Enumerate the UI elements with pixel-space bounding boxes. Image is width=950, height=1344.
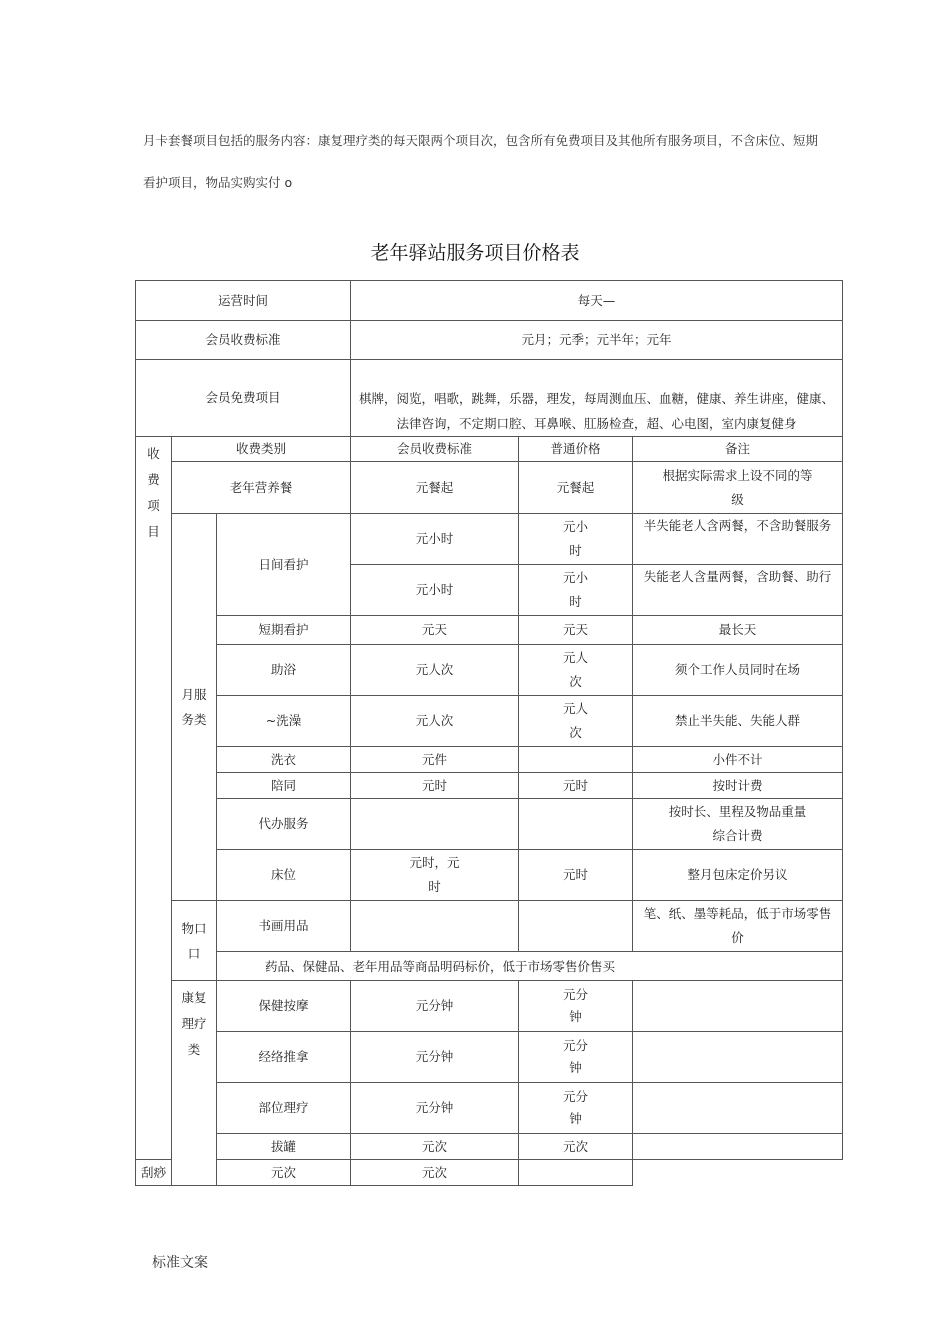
bathing-note: 禁止半失能、失能人群 xyxy=(633,696,843,747)
row-scraping xyxy=(136,1160,843,1186)
bed-member: 元时，元时 xyxy=(351,850,519,901)
member-fee-value: 元月；元季；元半年；元年 xyxy=(351,321,843,360)
daycare-1-normal: 元小时 xyxy=(519,514,633,565)
row-escort xyxy=(136,773,843,799)
massage-member: 元分钟 xyxy=(351,981,519,1032)
row-meridian xyxy=(136,1032,843,1083)
row-cupping xyxy=(136,1134,843,1160)
scraping-note xyxy=(519,1160,633,1186)
row-physio xyxy=(136,1083,843,1134)
painting-note: 笔、纸、墨等耗品，低于市场零售价 xyxy=(633,901,843,952)
free-items-value: 棋牌，阅览，唱歌，跳舞，乐器，理发，每周测血压、血糖，健康、养生讲座，健康、法律咨询，不定期口腔、耳鼻喉、肛肠检查，超、心电图，室内康复健身 xyxy=(351,360,843,437)
bath-assist-name: 助浴 xyxy=(217,645,351,696)
header-member-fee: 会员收费标准 xyxy=(351,437,519,462)
price-table xyxy=(135,280,843,1186)
intro-paragraph xyxy=(143,120,843,204)
daycare-2-normal: 元小时 xyxy=(519,565,633,616)
meridian-normal: 元分钟 xyxy=(519,1032,633,1083)
row-nutrition-meal xyxy=(136,462,843,514)
row-bath-assist xyxy=(136,645,843,696)
row-errand-service xyxy=(136,799,843,850)
escort-note: 按时计费 xyxy=(633,773,843,799)
physio-normal: 元分钟 xyxy=(519,1083,633,1134)
cupping-member: 元次 xyxy=(351,1134,519,1160)
bath-assist-normal: 元人次 xyxy=(519,645,633,696)
header-note: 备注 xyxy=(633,437,843,462)
meridian-note xyxy=(633,1032,843,1083)
errand-note: 按时长、里程及物品重量综合计费 xyxy=(633,799,843,850)
operating-hours-value: 每天— xyxy=(351,281,843,321)
row-goods-note xyxy=(136,952,843,981)
row-short-term-care xyxy=(136,616,843,645)
escort-normal: 元时 xyxy=(519,773,633,799)
bathing-name: ~洗澡 xyxy=(217,696,351,747)
massage-name: 保健按摩 xyxy=(217,981,351,1032)
errand-member xyxy=(351,799,519,850)
row-bathing xyxy=(136,696,843,747)
laundry-name: 洗衣 xyxy=(217,747,351,773)
painting-normal xyxy=(519,901,633,952)
errand-normal xyxy=(519,799,633,850)
bed-note: 整月包床定价另议 xyxy=(633,850,843,901)
massage-note xyxy=(633,981,843,1032)
bath-assist-member: 元人次 xyxy=(351,645,519,696)
short-care-name: 短期看护 xyxy=(217,616,351,645)
operating-hours-label: 运营时间 xyxy=(136,281,351,321)
intro-line-2: 看护项目，物品实购实付 o xyxy=(143,175,293,190)
escort-member: 元时 xyxy=(351,773,519,799)
bed-name: 床位 xyxy=(217,850,351,901)
bed-normal: 元时 xyxy=(519,850,633,901)
bathing-normal: 元人次 xyxy=(519,696,633,747)
painting-name: 书画用品 xyxy=(217,901,351,952)
nutrition-normal: 元餐起 xyxy=(519,462,633,514)
daycare-1-note: 半失能老人含两餐，不含助餐服务 xyxy=(633,514,843,565)
header-category: 收费类别 xyxy=(172,437,351,462)
group-rehab: 康复理疗类 xyxy=(172,981,217,1186)
row-laundry xyxy=(136,747,843,773)
scraping-normal: 元次 xyxy=(351,1160,519,1186)
nutrition-member: 元餐起 xyxy=(351,462,519,514)
laundry-note: 小件不计 xyxy=(633,747,843,773)
physio-note xyxy=(633,1083,843,1134)
row-massage xyxy=(136,981,843,1032)
scraping-member: 元次 xyxy=(217,1160,351,1186)
member-fee-label: 会员收费标准 xyxy=(136,321,351,360)
row-column-headers xyxy=(136,437,843,462)
physio-name: 部位理疗 xyxy=(217,1083,351,1134)
bathing-member: 元人次 xyxy=(351,696,519,747)
errand-name: 代办服务 xyxy=(217,799,351,850)
cupping-note xyxy=(633,1134,843,1160)
daycare-2-member: 元小时 xyxy=(351,565,519,616)
laundry-normal xyxy=(519,747,633,773)
page-title: 老年驿站服务项目价格表 xyxy=(370,242,580,264)
meridian-member: 元分钟 xyxy=(351,1032,519,1083)
row-operating-hours xyxy=(136,281,843,321)
daycare-name: 日间看护 xyxy=(217,514,351,616)
nutrition-note: 根据实际需求上设不同的等级 xyxy=(633,462,843,514)
goods-note: 药品、保健品、老年用品等商品明码标价，低于市场零售价售买 xyxy=(217,952,843,981)
cupping-name: 拔罐 xyxy=(217,1134,351,1160)
daycare-1-member: 元小时 xyxy=(351,514,519,565)
group-goods: 物口口 xyxy=(172,901,217,981)
physio-member: 元分钟 xyxy=(351,1083,519,1134)
free-items-label: 会员免费项目 xyxy=(136,360,351,437)
row-free-items xyxy=(136,360,843,437)
short-care-member: 元天 xyxy=(351,616,519,645)
daycare-2-note: 失能老人含量两餐，含助餐、助行 xyxy=(633,565,843,616)
bath-assist-note: 须个工作人员同时在场 xyxy=(633,645,843,696)
short-care-note: 最长天 xyxy=(633,616,843,645)
group-monthly-services: 月服务类 xyxy=(172,514,217,901)
meridian-name: 经络推拿 xyxy=(217,1032,351,1083)
massage-normal: 元分钟 xyxy=(519,981,633,1032)
escort-name: 陪同 xyxy=(217,773,351,799)
footer-label: 标准文案 xyxy=(152,1255,208,1271)
scraping-name: 刮痧 xyxy=(136,1160,172,1186)
laundry-member: 元件 xyxy=(351,747,519,773)
painting-member xyxy=(351,901,519,952)
row-member-fee xyxy=(136,321,843,360)
short-care-normal: 元天 xyxy=(519,616,633,645)
cupping-normal: 元次 xyxy=(519,1134,633,1160)
header-normal-price: 普通价格 xyxy=(519,437,633,462)
row-bed xyxy=(136,850,843,901)
section-label-fee-items: 收费项目 xyxy=(136,437,172,1160)
intro-line-1: 月卡套餐项目包括的服务内容：康复理疗类的每天限两个项目次，包含所有免费项目及其他所有服务项目，不含床位、短期 xyxy=(143,133,819,148)
row-daycare-1 xyxy=(136,514,843,565)
row-painting-supplies xyxy=(136,901,843,952)
nutrition-name: 老年营养餐 xyxy=(172,462,351,514)
